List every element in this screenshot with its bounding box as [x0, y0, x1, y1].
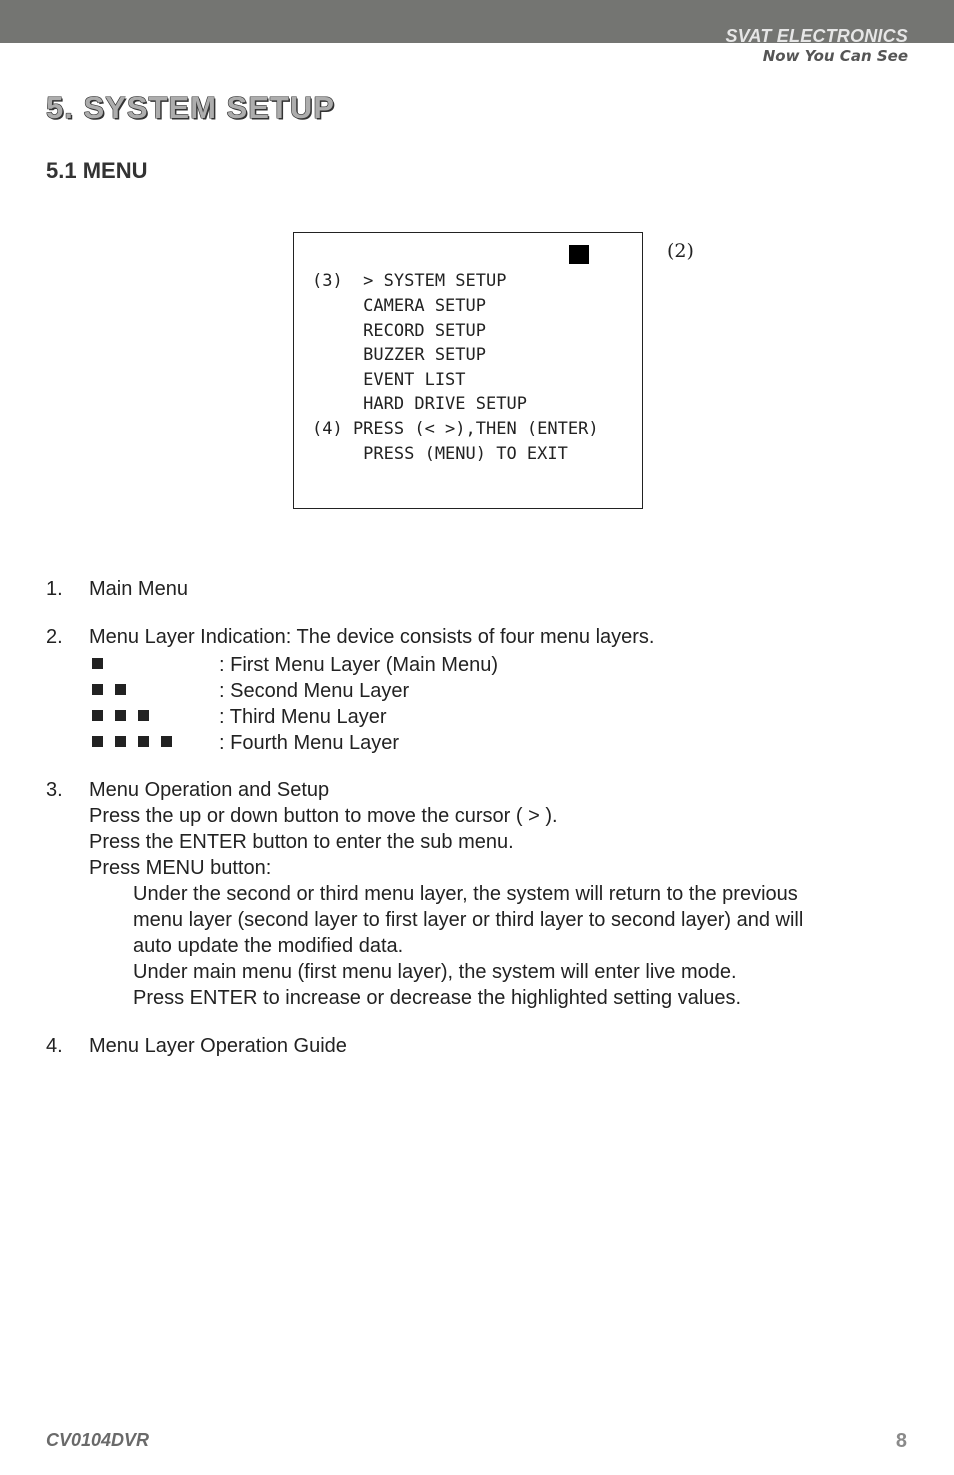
list-number: 4. — [46, 1035, 63, 1057]
list-title: Menu Layer Indication: The device consists of four menu layers. — [89, 626, 655, 648]
square-icon — [115, 710, 126, 721]
layer-label: : Fourth Menu Layer — [219, 732, 400, 754]
layer-label: : First Menu Layer (Main Menu) — [219, 654, 498, 676]
operation-subline: Press ENTER to increase or decrease the highlighted setting values. — [133, 987, 742, 1009]
layer-indicator-row — [92, 652, 498, 678]
square-icon — [138, 710, 149, 721]
square-icon — [138, 736, 149, 747]
page-number: 8 — [895, 1430, 907, 1452]
square-icon — [92, 684, 103, 695]
operation-subline: Under main menu (first menu layer), the system will enter live mode. — [133, 961, 737, 983]
osd-line: HARD DRIVE SETUP — [312, 394, 527, 414]
operation-subline: auto update the modified data. — [133, 935, 404, 957]
list-title: Main Menu — [89, 578, 188, 600]
operation-subline: menu layer (second layer to first layer or third layer to second layer) and will — [133, 909, 804, 931]
list-title: Menu Operation and Setup — [89, 779, 330, 801]
operation-subline: Under the second or third menu layer, the system will return to the previous — [133, 883, 798, 905]
section-title: 5.1 MENU — [46, 158, 148, 183]
brand-tagline: Now You Can See — [762, 47, 908, 65]
osd-line: BUZZER SETUP — [312, 345, 486, 365]
osd-line: PRESS (MENU) TO EXIT — [312, 444, 568, 464]
osd-line: EVENT LIST — [312, 370, 466, 390]
square-icon — [115, 684, 126, 695]
layer-indicator-row — [92, 704, 387, 730]
brand-block — [725, 26, 908, 64]
square-icon — [92, 658, 103, 669]
operation-line: Press the ENTER button to enter the sub menu. — [89, 831, 514, 853]
footer-model: CV0104DVR — [46, 1430, 150, 1450]
osd-line: (4) PRESS (< >),THEN (ENTER) — [312, 419, 599, 439]
layer-indicator-row — [92, 730, 400, 756]
layer-label: : Second Menu Layer — [219, 680, 410, 702]
layer-label: : Third Menu Layer — [219, 706, 387, 728]
square-icon — [92, 736, 103, 747]
chapter-title: 5. SYSTEM SETUP — [46, 90, 335, 125]
list-number: 3. — [46, 779, 63, 801]
operation-line: Press MENU button: — [89, 857, 272, 879]
operation-line: Press the up or down button to move the cursor ( > ). — [89, 805, 558, 827]
osd-callout-2: (2) — [667, 240, 694, 262]
osd-line: RECORD SETUP — [312, 321, 486, 341]
square-icon — [161, 736, 172, 747]
list-number: 2. — [46, 626, 63, 648]
square-icon — [115, 736, 126, 747]
osd-line: CAMERA SETUP — [312, 296, 486, 316]
osd-menu-diagram — [293, 232, 643, 509]
osd-line: (3) > SYSTEM SETUP — [312, 271, 507, 291]
square-icon — [92, 710, 103, 721]
brand-name: SVAT ELECTRONICS — [725, 26, 908, 46]
list-number: 1. — [46, 578, 63, 600]
layer-indicator-row — [92, 678, 410, 704]
list-title: Menu Layer Operation Guide — [89, 1035, 347, 1057]
menu-layer-marker-icon — [569, 245, 589, 264]
